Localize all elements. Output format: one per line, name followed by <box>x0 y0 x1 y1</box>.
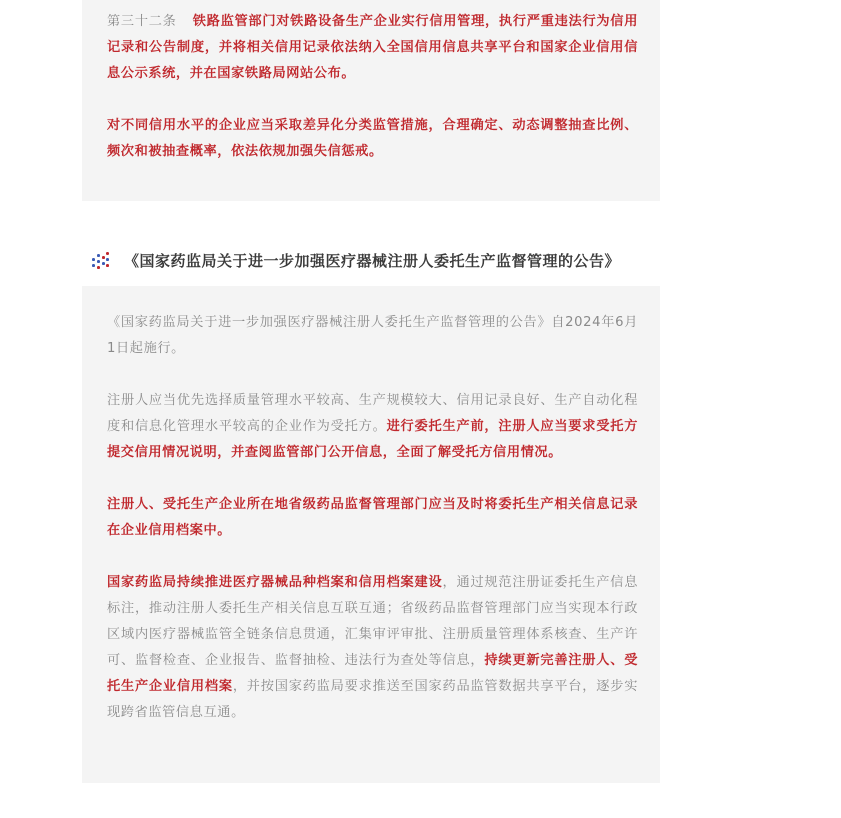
article-32-text-2: 对不同信用水平的企业应当采取差异化分类监管措施，合理确定、动态调整抽查比例、频次和被抽查概率，依法依规加强失信惩戒。 <box>107 118 638 159</box>
article-32-text: 铁路监管部门对铁路设备生产企业实行信用管理，执行严重违法行为信用记录和公告制度，并将相关信用记录依法纳入全国信用信息共享平台和国家企业信用信息公示系统，并在国家铁路局网站公布。 <box>107 14 638 81</box>
section-heading <box>92 247 672 273</box>
notice-p2-normal: 注册人应当优先选择质量管理水平较高、生产规模较大、信用记录良好、生产自动化程度和信息化管理水平较高的企业作为受托方。 <box>107 393 638 434</box>
article-32-paragraph-2 <box>107 113 638 165</box>
notice-paragraph-4 <box>107 570 638 726</box>
notice-paragraph-3 <box>107 492 638 544</box>
dotted-grid-icon <box>92 250 110 270</box>
article-32-box <box>82 0 660 201</box>
notice-p4-red-2: 持续更新完善注册人、受托生产企业信用档案 <box>107 653 638 694</box>
section-title: 《国家药监局关于进一步加强医疗器械注册人委托生产监督管理的公告》 <box>124 251 621 270</box>
notice-p4-normal-2: ，并按国家药监局要求推送至国家药品监管数据共享平台，逐步实现跨省监管信息互通。 <box>107 679 638 720</box>
notice-p4-red-1: 国家药监局持续推进医疗器械品种档案和信用档案建设 <box>107 575 443 590</box>
notice-box <box>82 286 660 783</box>
notice-paragraph-2 <box>107 388 638 466</box>
article-32-paragraph-1 <box>107 9 638 87</box>
article-number: 第三十二条 <box>107 14 177 29</box>
notice-p4-normal-1: ，通过规范注册证委托生产信息标注，推动注册人委托生产相关信息互联互通；省级药品监督管理部门应当实现本行政区域内医疗器械监管全链条信息贯通，汇集审评审批、注册质量管理体系核查、生产许可、监督检查、企业报告、监督抽检、违法行为查处等信息， <box>107 575 638 668</box>
notice-paragraph-1: 《国家药监局关于进一步加强医疗器械注册人委托生产监督管理的公告》自2024年6月1日起施行。 <box>107 315 638 356</box>
notice-p2-red: 进行委托生产前，注册人应当要求受托方提交信用情况说明，并查阅监管部门公开信息，全面了解受托方信用情况。 <box>107 419 638 460</box>
notice-p3-red: 注册人、受托生产企业所在地省级药品监督管理部门应当及时将委托生产相关信息记录在企业信用档案中。 <box>107 497 638 538</box>
